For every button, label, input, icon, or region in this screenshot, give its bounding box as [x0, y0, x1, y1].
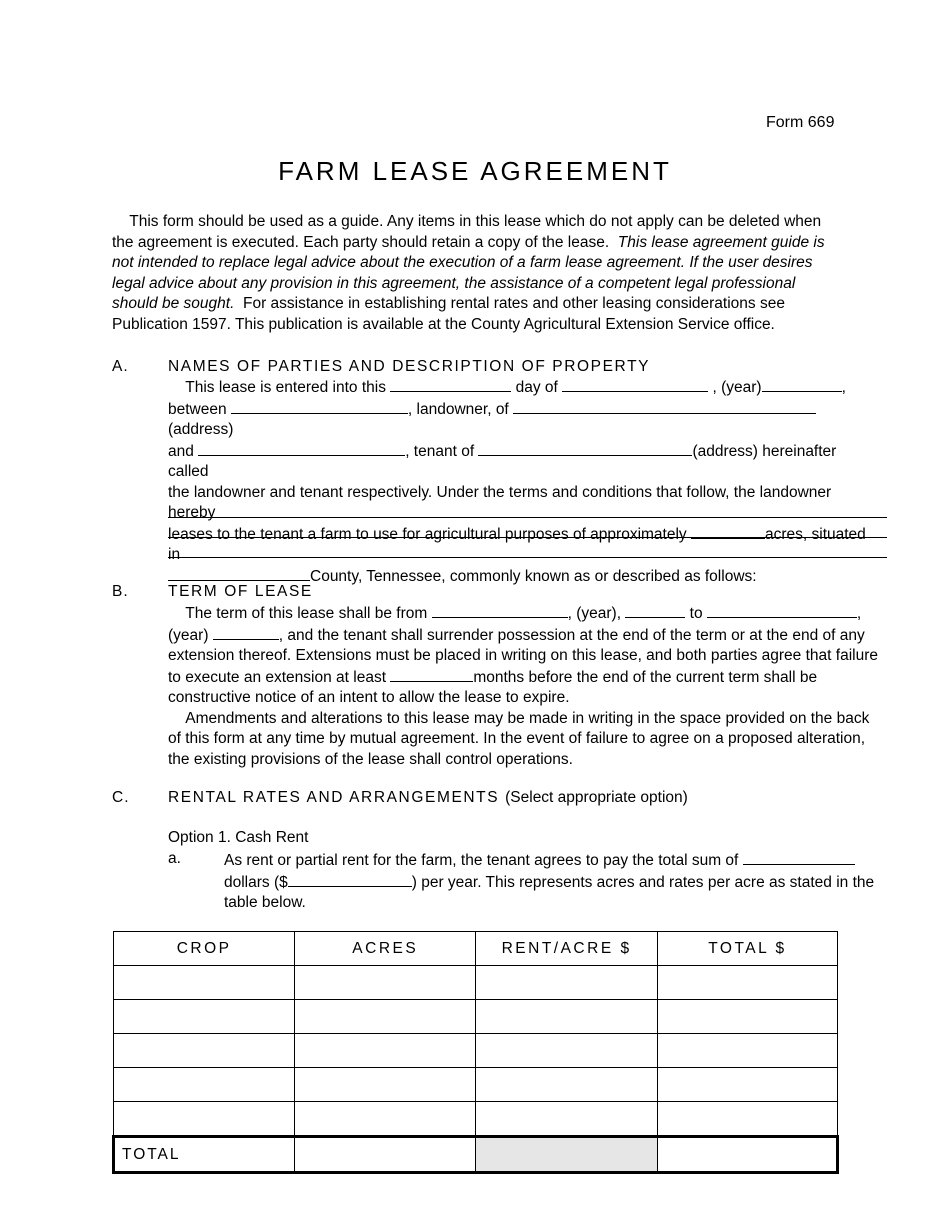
total-cell[interactable]: [657, 1034, 837, 1068]
landowner-address-field[interactable]: [513, 399, 816, 414]
a-text: day of: [515, 379, 558, 396]
b-text: Amendments and alterations to this lease may be made in writing in the space provided on the back of this form at any time by mutual agreement. In the event of failure to agree on a proposed alteration, the existing provisions of the lease shall control operations.: [168, 709, 870, 768]
section-a-heading: NAMES OF PARTIES AND DESCRIPTION OF PROPERTY: [168, 358, 651, 375]
acres-cell[interactable]: [295, 1102, 476, 1137]
header-rent-acre: RENT/ACRE $: [476, 932, 658, 966]
c-text: ) per year. This represents acres and rates per acre as stated in the: [411, 873, 875, 891]
c-text: As rent or partial rent for the farm, the tenant agrees to pay the total sum of: [224, 852, 739, 869]
tenant-address-field[interactable]: [478, 441, 692, 456]
table-row: [114, 966, 838, 1000]
acres-cell[interactable]: [295, 966, 476, 1000]
rent-table: [112, 931, 839, 1174]
crop-cell[interactable]: [114, 1102, 295, 1137]
c-text: dollars ($: [224, 873, 288, 891]
description-line-2[interactable]: [168, 537, 887, 538]
rent-acre-cell[interactable]: [476, 1034, 658, 1068]
description-line-1[interactable]: [168, 517, 887, 518]
county-field[interactable]: [168, 566, 310, 581]
intro-paragraph: [112, 212, 842, 335]
b-amendments: [168, 709, 880, 771]
a-text: , landowner, of: [407, 400, 509, 418]
a-line-5: [168, 524, 880, 566]
rent-acre-cell[interactable]: [476, 1102, 658, 1137]
section-a-body: [168, 377, 880, 587]
crop-cell[interactable]: [114, 1000, 295, 1034]
total-label: TOTAL: [114, 1137, 295, 1173]
header-total: TOTAL $: [657, 932, 837, 966]
intro-disclaimer: This lease agreement guide is not intended to replace legal advice about the execution of a farm lease agreement. If the user desires legal advice about any provision in this agreement, the assistance of a competent legal professional should be sought.: [112, 233, 825, 312]
b-line-2: [168, 625, 880, 647]
acres-cell[interactable]: [295, 1000, 476, 1034]
a-text: County, Tennessee, commonly known as or described as follows:: [310, 567, 757, 585]
crop-cell[interactable]: [114, 966, 295, 1000]
section-b-heading: TERM OF LEASE: [168, 583, 313, 600]
a-text: and: [168, 442, 194, 460]
a-text: ,: [841, 379, 846, 396]
term-end-field[interactable]: [707, 603, 857, 618]
total-acres-cell[interactable]: [295, 1137, 476, 1173]
month-field[interactable]: [562, 377, 708, 392]
shaded-cell: [476, 1137, 658, 1173]
b-text: , (year),: [567, 605, 622, 622]
rent-acre-cell[interactable]: [476, 1068, 658, 1102]
b-line-4: [168, 667, 880, 689]
intro-text-2: For assistance in establishing rental rates and other leasing considerations see Publication 1597. This publication is available at the County Agricultural Extension Service office.: [112, 295, 785, 333]
term-start-field[interactable]: [432, 603, 568, 618]
section-b-letter: B.: [112, 583, 129, 600]
a-text: acres, situated in: [168, 525, 866, 563]
crop-cell[interactable]: [114, 1068, 295, 1102]
day-field[interactable]: [390, 377, 511, 392]
form-title: FARM LEASE AGREEMENT: [278, 156, 672, 186]
section-a-letter: A.: [112, 358, 129, 375]
section-c-letter: C.: [112, 789, 130, 806]
c-line-1: [224, 850, 884, 872]
c-line-2: [224, 872, 884, 894]
section-c-heading: [168, 789, 688, 807]
a-text: This lease is entered into this: [185, 379, 386, 396]
c-line-3: table below.: [224, 894, 306, 911]
total-cell[interactable]: [657, 1102, 837, 1137]
a-line-1: [168, 377, 880, 399]
year-field[interactable]: [762, 377, 842, 392]
a-line-2: [168, 399, 880, 441]
table-row: [114, 1068, 838, 1102]
intro-text-1: This form should be used as a guide. Any items in this lease which do not apply can be deleted when the agreement is executed. Each party should retain a copy of the lease.: [112, 213, 822, 251]
acres-cell[interactable]: [295, 1034, 476, 1068]
total-cell[interactable]: [657, 966, 837, 1000]
b-line-5: constructive notice of an intent to allow the lease to expire.: [168, 689, 570, 706]
grand-total-cell[interactable]: [657, 1137, 837, 1173]
a-text: , (year): [712, 379, 762, 396]
rent-acre-cell[interactable]: [476, 1000, 658, 1034]
header-acres: ACRES: [295, 932, 476, 966]
item-a-text: [224, 850, 884, 914]
dollar-amount-field[interactable]: [288, 872, 412, 887]
table-row: [114, 1000, 838, 1034]
total-sum-field[interactable]: [743, 850, 855, 865]
total-cell[interactable]: [657, 1000, 837, 1034]
b-line-1: [168, 603, 880, 625]
c-heading-text: RENTAL RATES AND ARRANGEMENTS: [168, 789, 500, 806]
b-text: (year): [168, 626, 209, 644]
total-row: [114, 1137, 838, 1173]
table-header-row: [114, 932, 838, 966]
a-text: leases to the tenant a farm to use for agricultural purposes of approximately: [168, 525, 687, 543]
table-row: [114, 1102, 838, 1137]
total-cell[interactable]: [657, 1068, 837, 1102]
option-1-title: Option 1. Cash Rent: [168, 829, 309, 846]
b-text: ,: [856, 605, 862, 622]
a-line-3: [168, 441, 880, 483]
tenant-name-field[interactable]: [198, 441, 405, 456]
b-text: to execute an extension at least: [168, 668, 387, 686]
a-line-4: the landowner and tenant respectively. Under the terms and conditions that follow, the landowner hereby: [168, 483, 832, 521]
section-b-body: [168, 603, 880, 770]
extension-months-field[interactable]: [390, 667, 473, 682]
crop-cell[interactable]: [114, 1034, 295, 1068]
b-text: months before the end of the current term shall be: [473, 668, 818, 686]
a-text: (address) hereinafter called: [168, 442, 837, 480]
acres-cell[interactable]: [295, 1068, 476, 1102]
b-text: The term of this lease shall be from: [185, 605, 428, 622]
landowner-name-field[interactable]: [231, 399, 408, 414]
a-text: (address): [168, 421, 234, 438]
description-line-3[interactable]: [168, 557, 887, 558]
c-heading-note: (Select appropriate option): [505, 789, 688, 806]
b-text: to: [689, 605, 703, 622]
a-text: , tenant of: [405, 442, 475, 460]
rent-acre-cell[interactable]: [476, 966, 658, 1000]
header-crop: CROP: [114, 932, 295, 966]
form-number: Form 669: [766, 114, 835, 131]
a-text: between: [168, 400, 227, 418]
term-start-year-field[interactable]: [625, 603, 685, 618]
b-text: , and the tenant shall surrender possession at the end of the term or at the end of any: [278, 626, 865, 644]
term-end-year-field[interactable]: [213, 625, 279, 640]
table-row: [114, 1034, 838, 1068]
b-line-3: extension thereof. Extensions must be placed in writing on this lease, and both parties agree that failure: [168, 647, 878, 664]
item-a-letter: a.: [168, 850, 181, 867]
